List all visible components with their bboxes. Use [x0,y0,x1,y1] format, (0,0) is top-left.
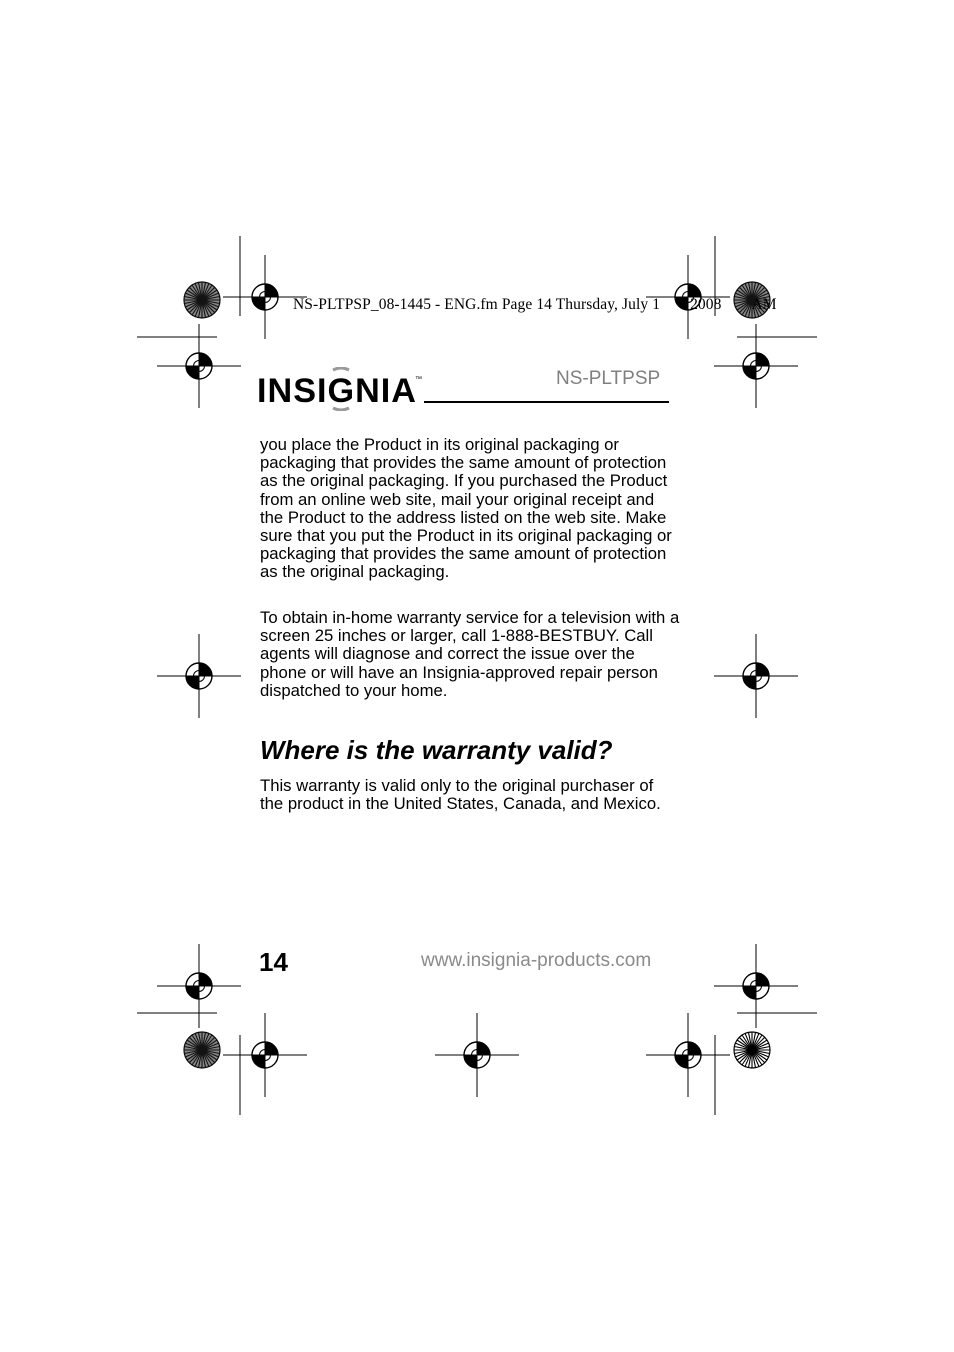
model-number: NS-PLTPSP [556,368,661,389]
registration-mark-mid-right [714,634,798,718]
website-url: www.insignia-products.com [421,950,652,971]
header-rule [424,401,669,403]
registration-mark-lower-right [714,944,798,1028]
file-slug-line [293,296,777,314]
paragraph-validity: This warranty is valid only to the original purchaser of the product in the United States, Canada, and Mexico. [260,776,661,814]
star-target-bottom-right [734,1032,770,1068]
insignia-logo [257,367,425,416]
star-target-bottom-left [184,1032,220,1068]
registration-mark-bottom-center [435,1013,519,1097]
paragraph-in-home-service: To obtain in-home warranty service for a television with a screen 25 inches or larger, call 1-888-BESTBUY. Call agents will diagnose and correct the issue over the phone or will have an Insignia-approved repair person dispatched to your home. [260,608,680,700]
registration-mark-mid-left [157,634,241,718]
registration-mark-bottom-right [646,1013,730,1097]
paragraph-packaging: you place the Product in its original packaging or packaging that provides the same amount of protection as the original packaging. If you purchased the Product from an online web site, mail your original receipt and the Product to the address listed on the web site. Make sure that you put the Product in its original packaging or packaging that provides the same amount of protection as the original packaging. [260,435,672,582]
slug-year: 2008 [690,296,722,313]
slug-ampm: AM [751,296,777,313]
section-heading: Where is the warranty valid? [260,735,613,765]
logo-wordmark: INSIGNIA [257,372,417,410]
star-target-top-left [184,282,220,318]
registration-mark-bottom-left [223,1013,307,1097]
page-number: 14 [259,947,288,977]
registration-mark-lower-left [157,944,241,1028]
slug-text: NS-PLTPSP_08-1445 - ENG.fm Page 14 Thursday, July 1 [293,296,661,313]
logo-trademark: ™ [415,376,422,383]
